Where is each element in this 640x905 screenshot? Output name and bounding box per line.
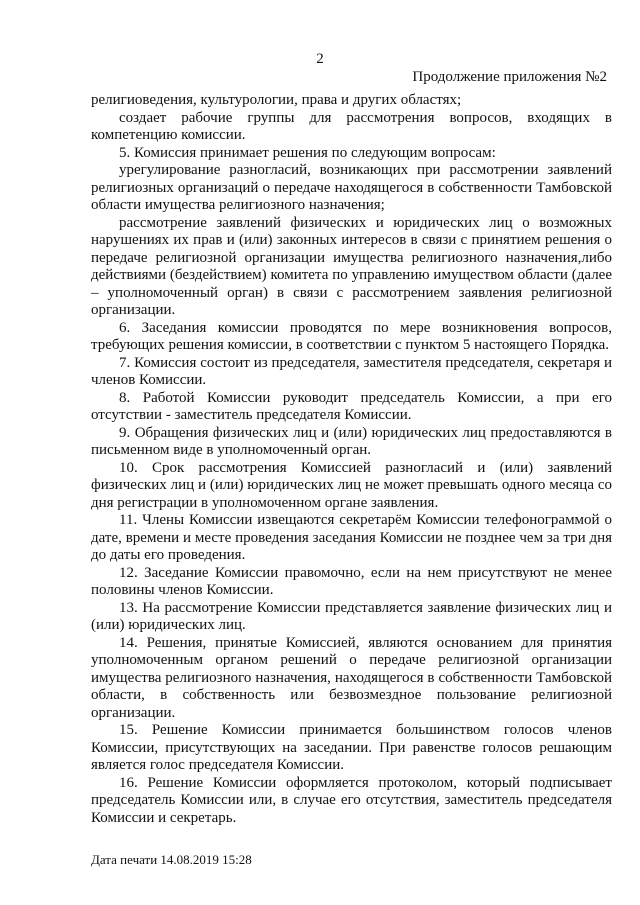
paragraph: 9. Обращения физических лиц и (или) юридических лиц предоставляются в письменном виде в уполномоченный орган. <box>91 424 612 458</box>
paragraph: религиоведения, культурологии, права и других областях; <box>91 92 462 108</box>
print-date: Дата печати 14.08.2019 15:28 <box>91 852 252 867</box>
paragraph: 12. Заседание Комиссии правомочно, если на нем присутствуют не менее половины членов Комиссии. <box>91 564 612 598</box>
paragraph: 8. Работой Комиссии руководит председатель Комиссии, а при его отсутствии - заместитель председателя Комиссии. <box>91 389 612 423</box>
paragraph: 10. Срок рассмотрения Комиссией разногласий и (или) заявлений физических лиц и (или) юридических лиц не может превышать одного месяца со дня регистрации в уполномоченном органе заявления. <box>91 459 612 511</box>
paragraph: 11. Члены Комиссии извещаются секретарём Комиссии телефонограммой о дате, времени и месте проведения заседания Комиссии не позднее чем за три дня до даты его проведения. <box>91 512 612 563</box>
paragraph: рассмотрение заявлений физических и юридических лиц о возможных нарушениях их прав и (или) законных интересов в связи с принятием решения о передаче религиозной организации имущества религиозного назначения,либо действиями (бездействием) комитета по управлению имуществом области (далее – уполномоченный орган) в связи с рассмотрением заявления религиозной организации. <box>91 214 612 318</box>
page-number: 2 <box>316 51 324 67</box>
paragraph: 16. Решение Комиссии оформляется протоколом, который подписывает председатель Комиссии или, в случае его отсутствия, заместитель председателя Комиссии и секретарь. <box>91 774 612 826</box>
paragraph: 6. Заседания комиссии проводятся по мере возникновения вопросов, требующих решения комиссии, в соответствии с пунктом 5 настоящего Порядка. <box>91 319 612 353</box>
paragraph: урегулирование разногласий, возникающих при рассмотрении заявлений религиозных организаций о передаче находящегося в собственности Тамбовской области имущества религиозного назначения; <box>91 162 612 213</box>
paragraph: 7. Комиссия состоит из председателя, заместителя председателя, секретаря и членов Комиссии. <box>91 354 612 388</box>
appendix-label: Продолжение приложения №2 <box>412 69 607 85</box>
paragraph: 15. Решение Комиссии принимается большинством голосов членов Комиссии, присутствующих на заседании. При равенстве голосов решающим является голос председателя Комиссии. <box>91 722 612 773</box>
paragraph: 5. Комиссия принимает решения по следующим вопросам: <box>119 144 496 161</box>
body-text <box>91 92 612 827</box>
paragraph: 14. Решения, принятые Комиссией, являются основанием для принятия уполномоченным органом решений о передаче религиозной организации имущества религиозного назначения, находящегося в собственности Тамбовской области, в собственность или безвозмездное пользование религиозной организации. <box>91 634 612 721</box>
paragraph: создает рабочие группы для рассмотрения вопросов, входящих в компетенцию комиссии. <box>91 109 612 143</box>
paragraph: 13. На рассмотрение Комиссии представляется заявление физических лиц и (или) юридических лиц. <box>91 599 612 633</box>
